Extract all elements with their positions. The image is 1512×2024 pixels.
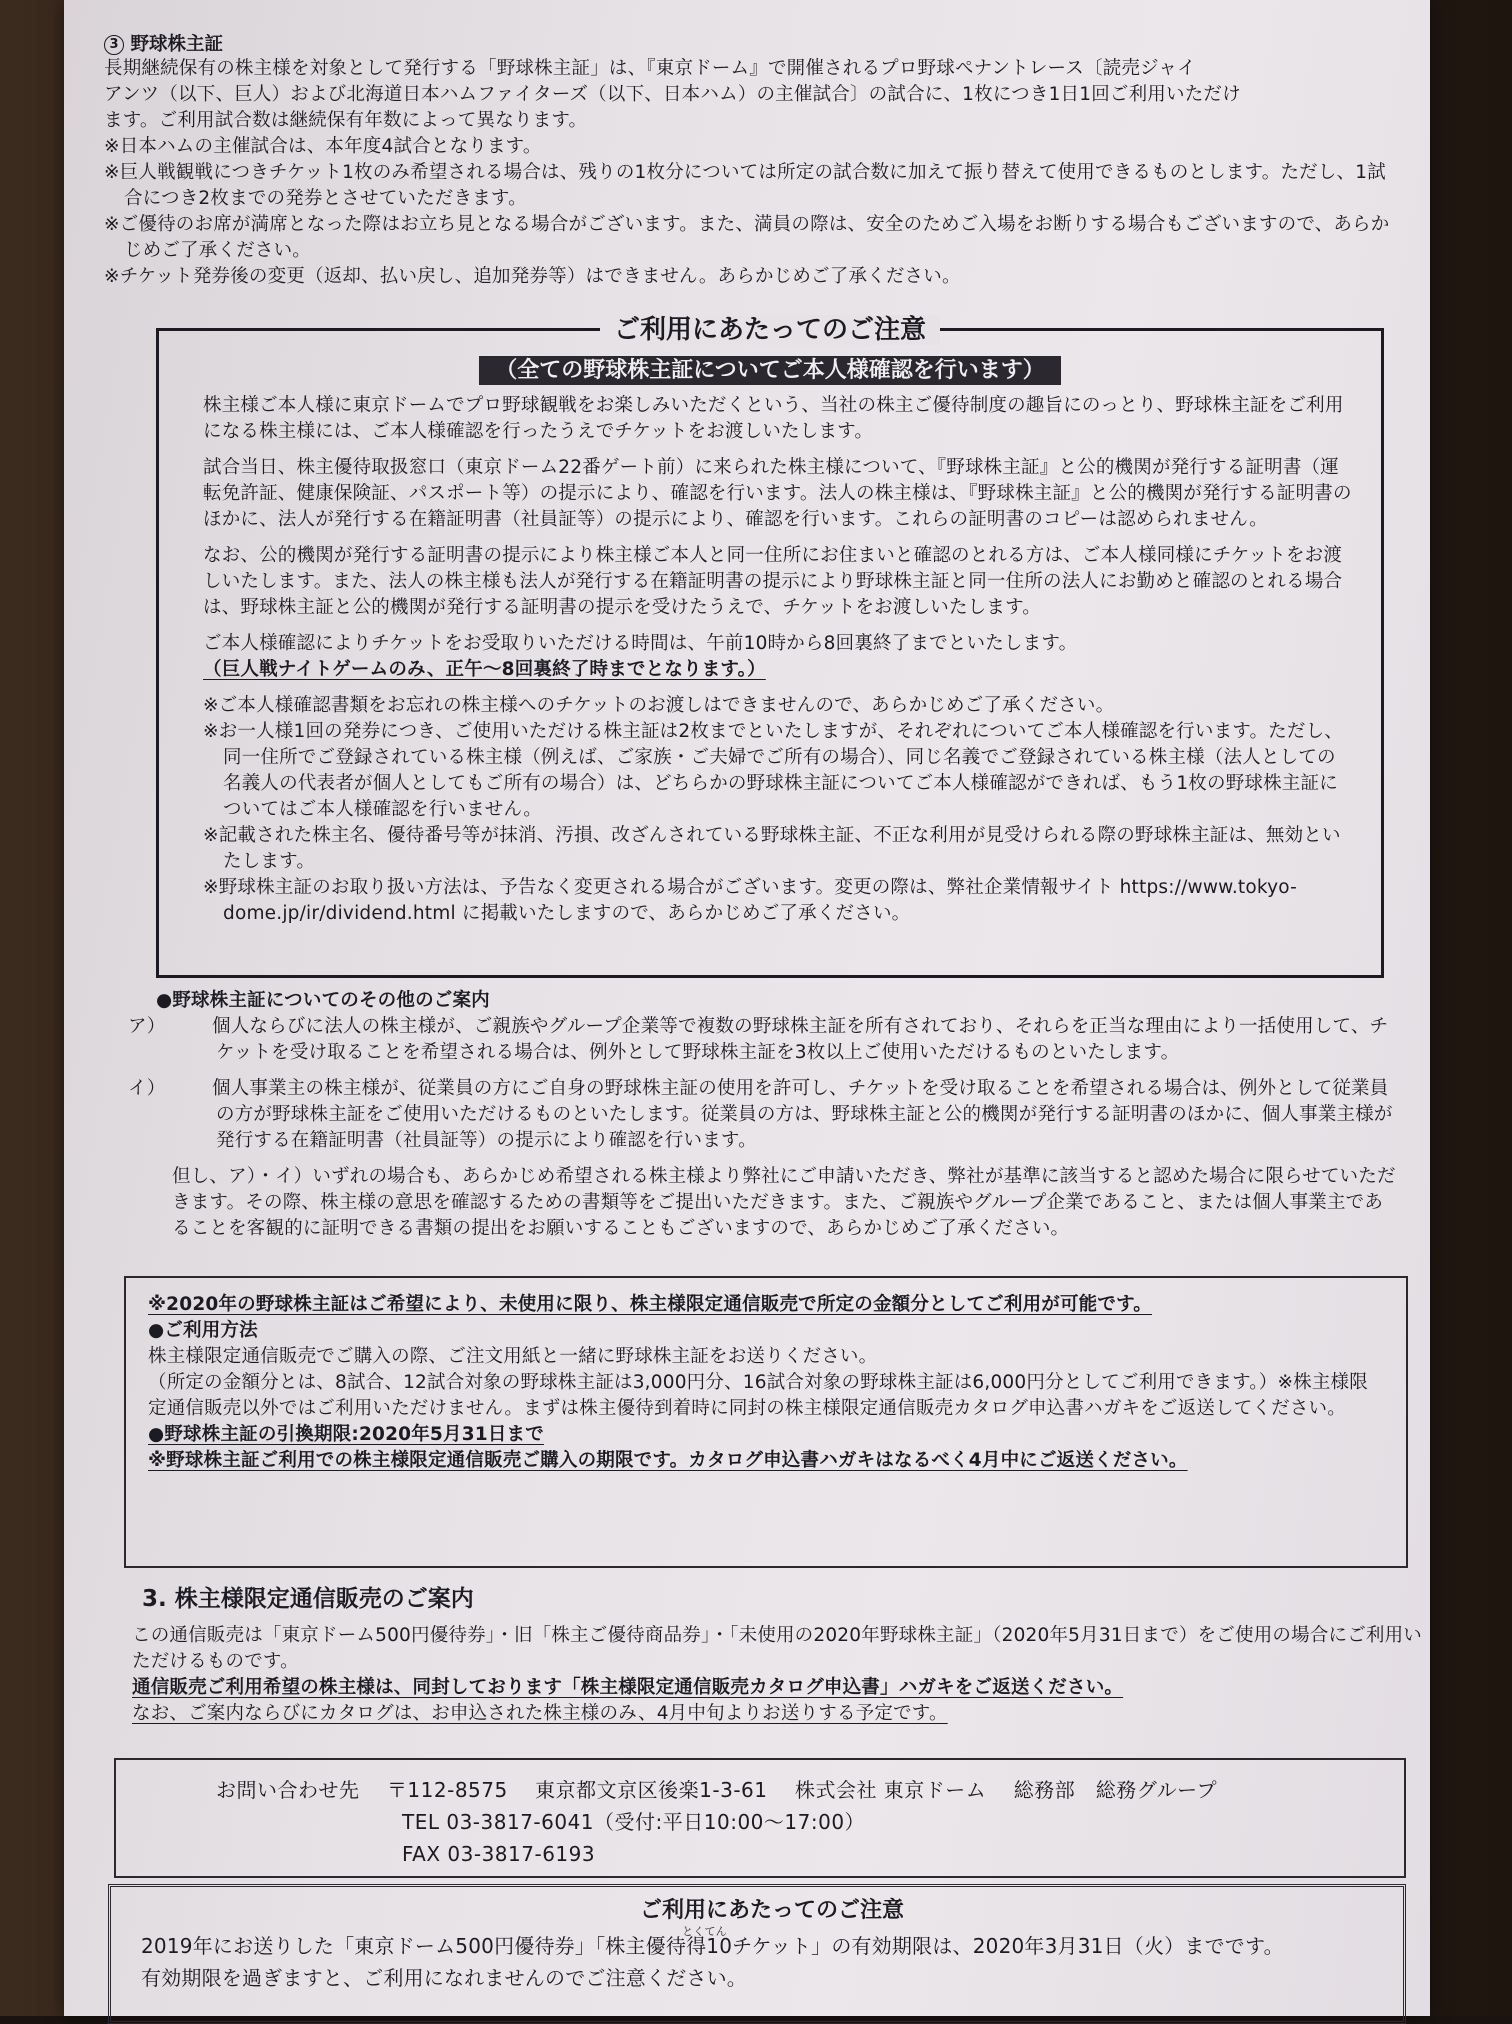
- baseball-pass-note: ※巨人戦観戦につきチケット1枚のみ希望される場合は、残りの1枚分については所定の試合数に加えて振り替えて使用できるものとします。ただし、1試合につき2枚までの発券とさせていただきます。: [104, 162, 1386, 209]
- baseball-pass-line: ます。ご利用試合数は継続保有年数によって異なります。: [104, 110, 588, 131]
- notice-box-title-wrap: [159, 309, 1381, 346]
- other-info-item: [128, 1076, 1396, 1154]
- contact-postal: 〒112-8575: [386, 1778, 508, 1802]
- final-notice-box: [108, 1884, 1406, 2024]
- notice-paragraph: ご本人様確認によりチケットをお受取りいただける時間は、午前10時から8回裏終了までといたします。: [203, 633, 1078, 654]
- contact-box: [114, 1758, 1406, 1878]
- contact-address-row: [216, 1774, 1404, 1806]
- baseball-pass-line: 長期継続保有の株主様を対象として発行する「野球株主証」は、『東京ドーム』で開催されるプロ野球ペナントレース〔読売ジャイ: [104, 58, 1196, 79]
- ruby-word: [682, 1925, 727, 1962]
- notice-box-subtitle: （全ての野球株主証についてご本人様確認を行います）: [479, 356, 1061, 385]
- baseball-pass-section: [104, 30, 1404, 290]
- contact-address: 東京都文京区後楽1-3-61: [535, 1778, 768, 1802]
- final-notice-line-2: 有効期限を過ぎますと、ご利用になれませんのでご注意ください。: [141, 1966, 747, 1990]
- notice-paragraph: 株主様ご本人様に東京ドームでプロ野球観戦をお楽しみいただくという、当社の株主ご優待制度の趣旨にのっとり、野球株主証をご利用になる株主様には、ご本人様確認を行ったうえでチケットをお渡しいたします。: [203, 395, 1344, 442]
- notice-time-note: （巨人戦ナイトゲームのみ、正午～8回裏終了時までとなります。）: [203, 659, 766, 680]
- final-notice-line-1: [141, 1925, 1403, 1962]
- contact-label: お問い合わせ先: [216, 1778, 360, 1802]
- ruby-base: 得: [686, 1934, 707, 1958]
- notice-paragraph: 試合当日、株主優待取扱窓口（東京ドーム22番ゲート前）に来られた株主様について、『野球株主証』と公的機関が発行する証明書（運転免許証、健康保険証、パスポート等）の提示により、確認を行います。法人の株主様は、『野球株主証』と公的機関が発行する証明書のほかに、法人が発行する在籍証明書（社員証等）の提示により、確認を行います。これらの証明書のコピーは認められません。: [203, 457, 1352, 530]
- baseball-pass-title: 野球株主証: [130, 34, 223, 55]
- mail-order-title: 3. 株主様限定通信販売のご案内: [142, 1586, 474, 1612]
- method-line: 株主様限定通信販売でご購入の際、ご注文用紙と一緒に野球株主証をお送りください。: [148, 1346, 878, 1367]
- notice-note: ※野球株主証のお取り扱い方法は、予告なく変更される場合がございます。変更の際は、弊社企業情報サイト https://www.tokyo-dome.jp/ir/dividend.html に掲載いたしますので、あらかじめご了承ください。: [203, 877, 1298, 924]
- baseball-pass-note: ※日本ハムの主催試合は、本年度4試合となります。: [104, 136, 542, 157]
- deadline-note: ※野球株主証ご利用での株主様限定通信販売ご購入の期限です。カタログ申込書ハガキはなるべく4月中にご返送ください。: [148, 1450, 1188, 1471]
- mail-order-text: この通信販売は「東京ドーム500円優待券」・旧「株主ご優待商品券」・「未使用の2020年野球株主証」（2020年5月31日まで）をご使用の場合にご利用いただけるものです。: [132, 1625, 1422, 1672]
- other-info-heading: ●野球株主証についてのその他のご案内: [156, 990, 490, 1011]
- notice-note: ※ご本人様確認書類をお忘れの株主様へのチケットのお渡しはできませんので、あらかじめご了承ください。: [203, 695, 1115, 716]
- method-heading: ●ご利用方法: [148, 1320, 258, 1341]
- contact-tel: TEL 03-3817-6041（受付:平日10:00～17:00）: [402, 1810, 866, 1834]
- mail-order-underline-1: 通信販売ご利用希望の株主様は、同封しております「株主様限定通信販売カタログ申込書」ハガキをご返送ください。: [132, 1677, 1124, 1698]
- other-info-item-label: ア）: [128, 1016, 166, 1037]
- mail-order-section: [132, 1580, 1422, 1727]
- notice-box-body: [203, 393, 1353, 927]
- mail-order-underline-2: なお、ご案内ならびにカタログは、お申込された株主様のみ、4月中旬よりお送りする予定です。: [132, 1703, 948, 1724]
- notice-note: ※お一人様1回の発券につき、ご使用いただける株主証は2枚までといたしますが、それぞれについてご本人様確認を行います。ただし、同一住所でご登録されている株主様（例えば、ご家族・ご夫婦でご所有の場合）、同じ名義でご登録されている株主様（法人としての名義人の代表者が個人としてもご所有の場合）は、どちらかの野球株主証についてご本人様確認ができれば、もう1枚の野球株主証についてはご本人様確認を行いません。: [203, 721, 1343, 820]
- section-number-badge: 3: [104, 35, 124, 55]
- other-info-item-label: イ）: [128, 1078, 166, 1099]
- deadline: ●野球株主証の引換期限:2020年5月31日まで: [148, 1424, 544, 1445]
- contact-company: 株式会社 東京ドーム: [794, 1778, 987, 1802]
- contact-department: 総務部 総務グループ: [1013, 1778, 1218, 1802]
- page-content: [104, 30, 1422, 1990]
- document-page: [64, 0, 1430, 2016]
- ruby-reading: とくてん: [682, 1925, 727, 1938]
- contact-fax: FAX 03-3817-6193: [402, 1842, 596, 1866]
- baseball-pass-note: ※ご優待のお席が満席となった際はお立ち見となる場合がございます。また、満員の際は、安全のためご入場をお断りする場合もございますので、あらかじめご了承ください。: [104, 214, 1390, 261]
- notice-paragraph: なお、公的機関が発行する証明書の提示により株主様ご本人と同一住所にお住まいと確認のとれる方は、ご本人様同様にチケットをお渡しいたします。また、法人の株主様も法人が発行する在籍証明書の提示により野球株主証と同一住所の法人にお勤めと確認のとれる場合は、野球株主証と公的機関が発行する証明書の提示を受けたうえで、チケットをお渡しいたします。: [203, 545, 1343, 618]
- other-info-item-text: 個人ならびに法人の株主様が、ご親族やグループ企業等で複数の野球株主証を所有されており、それらを正当な理由により一括使用して、チケットを受け取ることを希望される場合は、例外として野球株主証を3枚以上ご使用いただけるものといたします。: [212, 1016, 1389, 1063]
- notice-box-title: ご利用にあたってのご注意: [600, 315, 940, 345]
- notice-box-subtitle-wrap: [159, 353, 1381, 384]
- other-info-item: [128, 1014, 1396, 1066]
- other-info-section: [128, 988, 1396, 1242]
- final-notice-post: 10チケット」の有効期限は、2020年3月31日（火）までです。: [706, 1934, 1284, 1958]
- baseball-pass-note: ※チケット発券後の変更（返却、払い戻し、追加発券等）はできません。あらかじめご了承ください。: [104, 266, 961, 287]
- box-2020-headline: ※2020年の野球株主証はご希望により、未使用に限り、株主様限定通信販売で所定の金額分としてご利用が可能です。: [148, 1294, 1152, 1315]
- other-info-item-text: 個人事業主の株主様が、従業員の方にご自身の野球株主証の使用を許可し、チケットを受け取ることを希望される場合は、例外として従業員の方が野球株主証をご使用いただけるものといたします。従業員の方は、野球株主証と公的機関が発行する証明書のほかに、個人事業主様が発行する在籍証明書（社員証等）の提示により確認を行います。: [212, 1078, 1393, 1151]
- method-line: （所定の金額分とは、8試合、12試合対象の野球株主証は3,000円分、16試合対象の野球株主証は6,000円分としてご利用できます。）※株主様限定通信販売以外ではご利用いただけません。まずは株主優待到着時に同封の株主様限定通信販売カタログ申込書ハガキをご返送してください。: [148, 1372, 1368, 1419]
- final-notice-pre: 2019年にお送りした「東京ドーム500円優待券」「株主優待: [141, 1934, 687, 1958]
- notice-note: ※記載された株主名、優待番号等が抹消、汚損、改ざんされている野球株主証、不正な利用が見受けられる際の野球株主証は、無効といたします。: [203, 825, 1341, 872]
- baseball-pass-heading: [104, 30, 1404, 56]
- baseball-pass-line: アンツ（以下、巨人）および北海道日本ハムファイターズ（以下、日本ハム）の主催試合〕の試合に、1枚につき1日1回ご利用いただけ: [104, 84, 1241, 105]
- box-2020-pass: [124, 1276, 1408, 1568]
- other-info-footer: 但し、ア）・イ）いずれの場合も、あらかじめ希望される株主様より弊社にご申請いただき、弊社が基準に該当すると認めた場合に限らせていただきます。その際、株主様の意思を確認するための書類等をご提出いただきます。また、ご親族やグループ企業であること、または個人事業主であることを客観的に証明できる書類の提出をお願いすることもございますので、あらかじめご了承ください。: [172, 1166, 1396, 1239]
- notice-box: [156, 315, 1384, 978]
- final-notice-title: ご利用にあたってのご注意: [639, 1898, 904, 1923]
